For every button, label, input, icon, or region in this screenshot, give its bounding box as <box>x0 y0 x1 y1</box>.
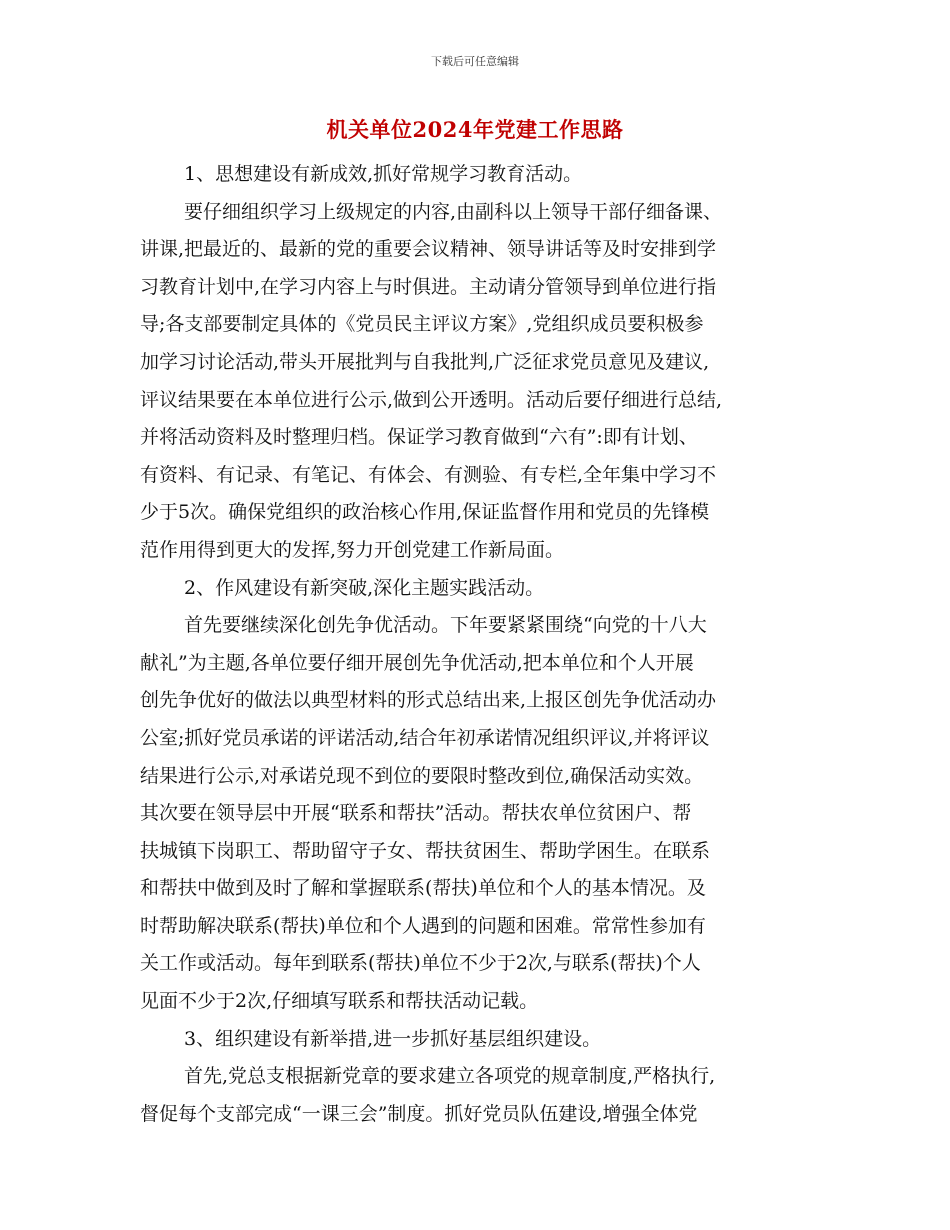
text-line: 2、作风建设有新突破,深化主题实践活动。 <box>184 576 545 599</box>
text-line: 加学习讨论活动,带头开展批判与自我批判,广泛征求党员意见及建议, <box>140 350 710 373</box>
text-line: 要仔细组织学习上级规定的内容,由副科以上领导干部仔细备课、 <box>184 200 723 223</box>
text-line: 见面不少于2次,仔细填写联系和帮扶活动记载。 <box>140 990 539 1013</box>
text-line: 创先争优好的做法以典型材料的形式总结出来,上报区创先争优活动办 <box>140 689 717 712</box>
text-line: 有资料、有记录、有笔记、有体会、有测验、有专栏,全年集中学习不 <box>140 463 717 486</box>
text-line: 公室;抓好党员承诺的评诺活动,结合年初承诺情况组织评议,并将评议 <box>140 726 710 749</box>
text-line: 首先,党总支根据新党章的要求建立各项党的规章制度,严格执行, <box>184 1065 716 1088</box>
text-line: 3、组织建设有新举措,进一步抓好基层组织建设。 <box>184 1027 602 1050</box>
text-line: 评议结果要在本单位进行公示,做到公开透明。活动后要仔细进行总结, <box>140 388 723 411</box>
body-text <box>140 156 815 1133</box>
text-line: 扶城镇下岗职工、帮助留守子女、帮扶贫困生、帮助学困生。在联系 <box>140 839 711 862</box>
text-line: 导;各支部要制定具体的《党员民主评议方案》,党组织成员要积极参 <box>140 313 704 336</box>
page-title: 机关单位2024年党建工作思路 <box>326 117 624 142</box>
text-line: 并将活动资料及时整理归档。保证学习教育做到“六有”:即有计划、 <box>140 426 698 449</box>
text-line: 讲课,把最近的、最新的党的重要会议精神、领导讲话等及时安排到学 <box>140 238 717 261</box>
text-line: 习教育计划中,在学习内容上与时俱进。主动请分管领导到单位进行指 <box>140 275 717 298</box>
text-line: 关工作或活动。每年到联系(帮扶)单位不少于2次,与联系(帮扶)个人 <box>140 952 701 975</box>
text-line: 其次要在领导层中开展“联系和帮扶”活动。帮扶农单位贫困户、帮 <box>140 802 692 825</box>
text-line: 范作用得到更大的发挥,努力开创党建工作新局面。 <box>140 538 565 561</box>
text-line: 时帮助解决联系(帮扶)单位和个人遇到的问题和困难。常常性参加有 <box>140 914 706 937</box>
text-line: 督促每个支部完成“一课三会”制度。抓好党员队伍建设,增强全体党 <box>140 1102 698 1125</box>
text-line: 和帮扶中做到及时了解和掌握联系(帮扶)单位和个人的基本情况。及 <box>140 877 706 900</box>
text-line: 1、思想建设有新成效,抓好常规学习教育活动。 <box>184 163 583 185</box>
text-line: 献礼”为主题,各单位要仔细开展创先争优活动,把本单位和个人开展 <box>140 651 694 674</box>
text-line: 少于5次。确保党组织的政治核心作用,保证监督作用和党员的先锋模 <box>140 501 710 524</box>
text-line: 首先要继续深化创先争优活动。下年要紧紧围绕“向党的十八大 <box>184 614 707 637</box>
header-note: 下载后可任意编辑 <box>431 55 519 68</box>
text-line: 结果进行公示,对承诺兑现不到位的要限时整改到位,确保活动实效。 <box>140 764 704 787</box>
